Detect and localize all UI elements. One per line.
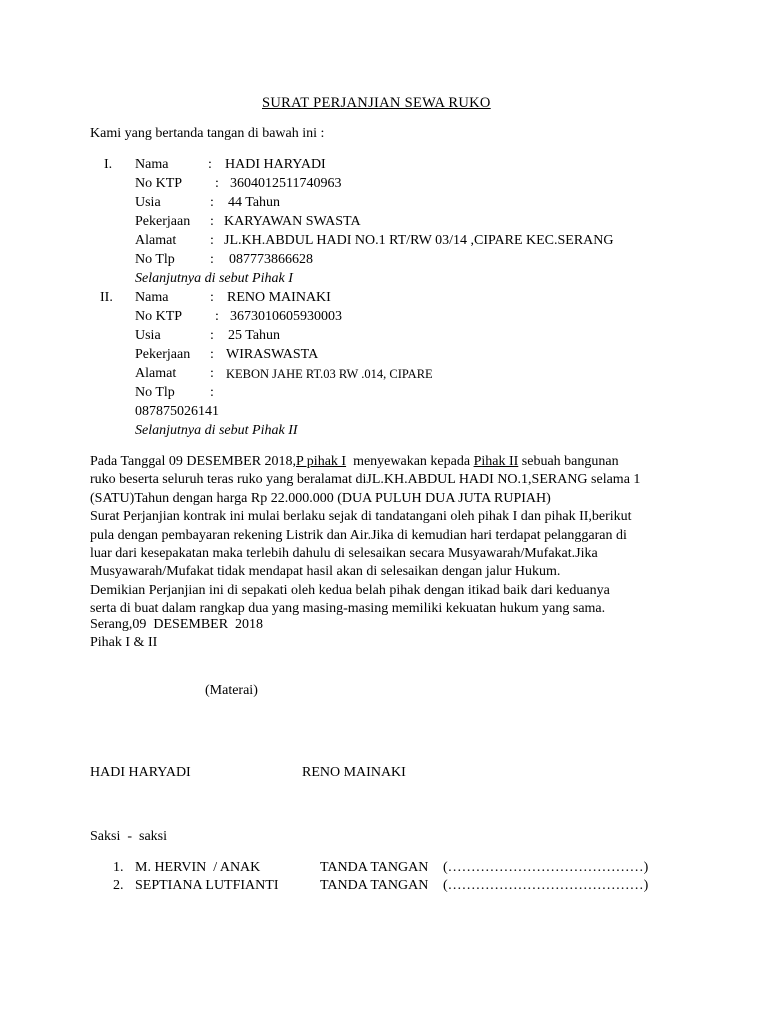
party-2-ref: Pihak II [473, 454, 519, 469]
witness-1-sign-label: TANDA TANGAN [320, 860, 429, 875]
party-1-phone-value: 087773866628 [229, 252, 313, 267]
intro-text: Kami yang bertanda tangan di bawah ini : [90, 126, 325, 141]
party-1-ktp-label: No KTP [135, 176, 183, 191]
party-1-job-sep: : [210, 214, 214, 229]
document-title: SURAT PERJANJIAN SEWA RUKO [262, 95, 491, 111]
party-2-age-sep: : [210, 328, 214, 343]
party-2-ktp-label: No KTP [135, 309, 183, 324]
party-1-ref: P pihak I [296, 454, 347, 469]
party-1-name-label: Nama [135, 157, 169, 172]
party-2-address-sep: : [210, 366, 214, 381]
body-line-1-text: Pada Tanggal 09 DESEMBER 2018, [90, 454, 297, 469]
witness-1-number: 1. [113, 860, 124, 875]
party-2-address-value: KEBON JAHE RT.03 RW .014, CIPARE [226, 367, 433, 381]
party-2-name-label: Nama [135, 290, 169, 305]
body-line-9: serta di buat dalam rangkap dua yang masing-masing memiliki kekuatan hukum yang sama. [90, 601, 606, 617]
party-1-age-sep: : [210, 195, 214, 210]
materai-stamp-label: (Materai) [205, 683, 258, 698]
party-1-ktp-value: 3604012511740963 [230, 176, 342, 191]
party-1-age-value: 44 Tahun [228, 195, 281, 210]
party-2-phone-sep: : [210, 385, 214, 400]
witness-2-number: 2. [113, 878, 124, 893]
party-1-job-value: KARYAWAN SWASTA [224, 214, 361, 229]
party-1-address-sep: : [210, 233, 214, 248]
party-2-address-label: Alamat [135, 366, 177, 381]
body-line-1-mid: menyewakan kepada [346, 454, 474, 469]
party-1-ktp-sep: : [215, 176, 219, 191]
witness-title: Saksi - saksi [90, 829, 167, 844]
signature-name-party-1: HADI HARYADI [90, 765, 191, 780]
party-1-phone-label: No Tlp [135, 252, 175, 267]
party-2-ktp-sep: : [215, 309, 219, 324]
party-2-note: Selanjutnya di sebut Pihak II [135, 423, 298, 438]
party-2-name-sep: : [210, 290, 214, 305]
body-line-7: Musyawarah/Mufakat tidak mendapat hasil akan di selesaikan dengan jalur Hukum. [90, 564, 561, 580]
party-1-address-value: JL.KH.ABDUL HADI NO.1 RT/RW 03/14 ,CIPARE KEC.SERANG [224, 233, 614, 248]
witness-2-sign-line: (……………………………………) [443, 878, 649, 893]
body-line-1 [90, 453, 690, 471]
party-1-address-label: Alamat [135, 233, 177, 248]
party-1-phone-sep: : [210, 252, 214, 267]
witness-2-sign-label: TANDA TANGAN [320, 878, 429, 893]
party-1-numeral: I. [104, 157, 113, 172]
body-line-5: pula dengan pembayaran rekening Listrik dan Air.Jika di kemudian hari terdapat pelanggaran di [90, 527, 627, 543]
party-1-note: Selanjutnya di sebut Pihak I [135, 271, 293, 286]
party-1-age-label: Usia [135, 195, 161, 210]
agreement-body [90, 453, 690, 619]
witness-1-name: M. HERVIN / ANAK [135, 860, 261, 875]
party-2-phone-value: 087875026141 [135, 404, 219, 419]
party-2-age-label: Usia [135, 328, 161, 343]
body-line-2: ruko beserta seluruh teras ruko yang beralamat diJL.KH.ABDUL HADI NO.1,SERANG selama 1 [90, 472, 641, 488]
place-date: Serang,09 DESEMBER 2018 [90, 617, 264, 632]
party-2-job-value: WIRASWASTA [226, 347, 319, 362]
parties-label: Pihak I & II [90, 635, 158, 650]
witness-1-sign-line: (……………………………………) [443, 860, 649, 875]
party-2-job-sep: : [210, 347, 214, 362]
party-2-ktp-value: 3673010605930003 [230, 309, 342, 324]
body-line-1-end: sebuah bangunan [518, 454, 619, 469]
party-1-name-value: HADI HARYADI [225, 157, 326, 172]
party-2-age-value: 25 Tahun [228, 328, 281, 343]
witness-2-name: SEPTIANA LUTFIANTI [135, 878, 279, 893]
party-1-name-sep: : [208, 157, 212, 172]
party-2-job-label: Pekerjaan [135, 347, 191, 362]
party-1-job-label: Pekerjaan [135, 214, 191, 229]
party-2-name-value: RENO MAINAKI [227, 290, 331, 305]
party-2-phone-label: No Tlp [135, 385, 175, 400]
party-2-numeral: II. [100, 290, 113, 305]
body-line-8: Demikian Perjanjian ini di sepakati oleh kedua belah pihak dengan itikad baik dari keduanya [90, 582, 610, 598]
body-line-4: Surat Perjanjian kontrak ini mulai berlaku sejak di tandatangani oleh pihak I dan pihak II,berikut [90, 509, 632, 525]
body-line-3: (SATU)Tahun dengan harga Rp 22.000.000 (DUA PULUH DUA JUTA RUPIAH) [90, 490, 551, 506]
signature-name-party-2: RENO MAINAKI [302, 765, 406, 780]
body-line-6: luar dari kesepakatan maka terlebih dahulu di selesaikan secara Musyawarah/Mufakat.Jika [90, 546, 598, 562]
